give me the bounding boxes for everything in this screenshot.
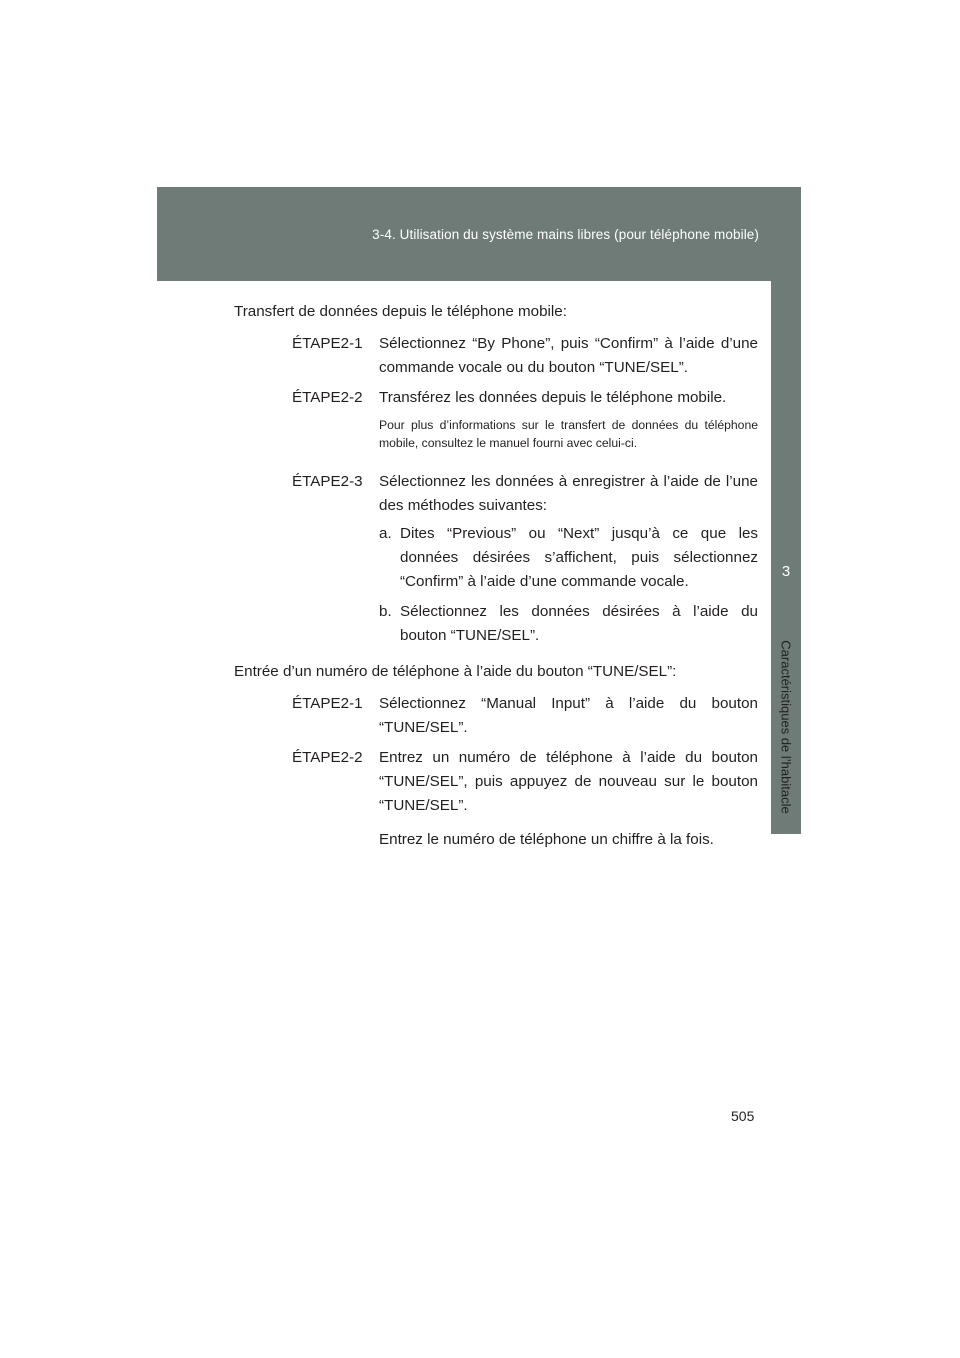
section-title-manual-entry: Entrée d’un numéro de téléphone à l’aide du bouton “TUNE/SEL”: <box>234 663 677 680</box>
step-item <box>234 746 758 852</box>
step-item <box>234 386 758 464</box>
step-note: Pour plus d’informations sur le transfert de données du téléphone mobile, consultez le manuel fourni avec celui-ci. <box>379 418 758 450</box>
step-text: Entrez un numéro de téléphone à l’aide du bouton “TUNE/SEL”, puis appuyez de nouveau sur le bouton “TUNE/SEL”. <box>379 749 758 814</box>
option-item <box>379 522 758 594</box>
step-item <box>234 332 758 380</box>
chapter-side-label: Caractéristiques de l’habitacle <box>778 640 794 814</box>
page-content <box>234 300 758 858</box>
step-body <box>379 470 758 654</box>
chapter-number: 3 <box>781 563 791 580</box>
chapter-side-label-box <box>775 627 797 827</box>
step-text: Sélectionnez “Manual Input” à l’aide du bouton “TUNE/SEL”. <box>379 695 758 736</box>
option-text: Dites “Previous” ou “Next” jusqu’à ce que les données désirées s’affichent, puis sélectionnez “Confirm” à l’aide d’une commande vocale. <box>400 525 758 590</box>
section-title-phone-transfer: Transfert de données depuis le téléphone mobile: <box>234 303 567 320</box>
option-letter: b. <box>379 603 392 620</box>
option-letter: a. <box>379 525 392 542</box>
step-label: ÉTAPE2-1 <box>292 335 363 352</box>
step-text: Sélectionnez les données à enregistrer à l’aide de l’une des méthodes suivantes: <box>379 473 758 514</box>
step-extra-text: Entrez le numéro de téléphone un chiffre à la fois. <box>379 831 714 848</box>
chapter-section-title: 3-4. Utilisation du système mains libres (pour téléphone mobile) <box>372 227 759 242</box>
step-label: ÉTAPE2-3 <box>292 473 363 490</box>
step-item <box>234 470 758 654</box>
step-label: ÉTAPE2-1 <box>292 695 363 712</box>
step-body <box>379 332 758 380</box>
option-text: Sélectionnez les données désirées à l’aide du bouton “TUNE/SEL”. <box>400 603 758 644</box>
page-number: 505 <box>731 1108 755 1124</box>
step-text: Transférez les données depuis le téléphone mobile. <box>379 389 727 406</box>
step-item <box>234 692 758 740</box>
step-body <box>379 692 758 740</box>
step-label: ÉTAPE2-2 <box>292 749 363 766</box>
step-body <box>379 386 758 464</box>
chapter-header-bar <box>157 187 801 281</box>
step-text: Sélectionnez “By Phone”, puis “Confirm” à l’aide d’une commande vocale ou du bouton “TUNE/SEL”. <box>379 335 758 376</box>
step-body <box>379 746 758 852</box>
option-item <box>379 600 758 648</box>
step-label: ÉTAPE2-2 <box>292 389 363 406</box>
